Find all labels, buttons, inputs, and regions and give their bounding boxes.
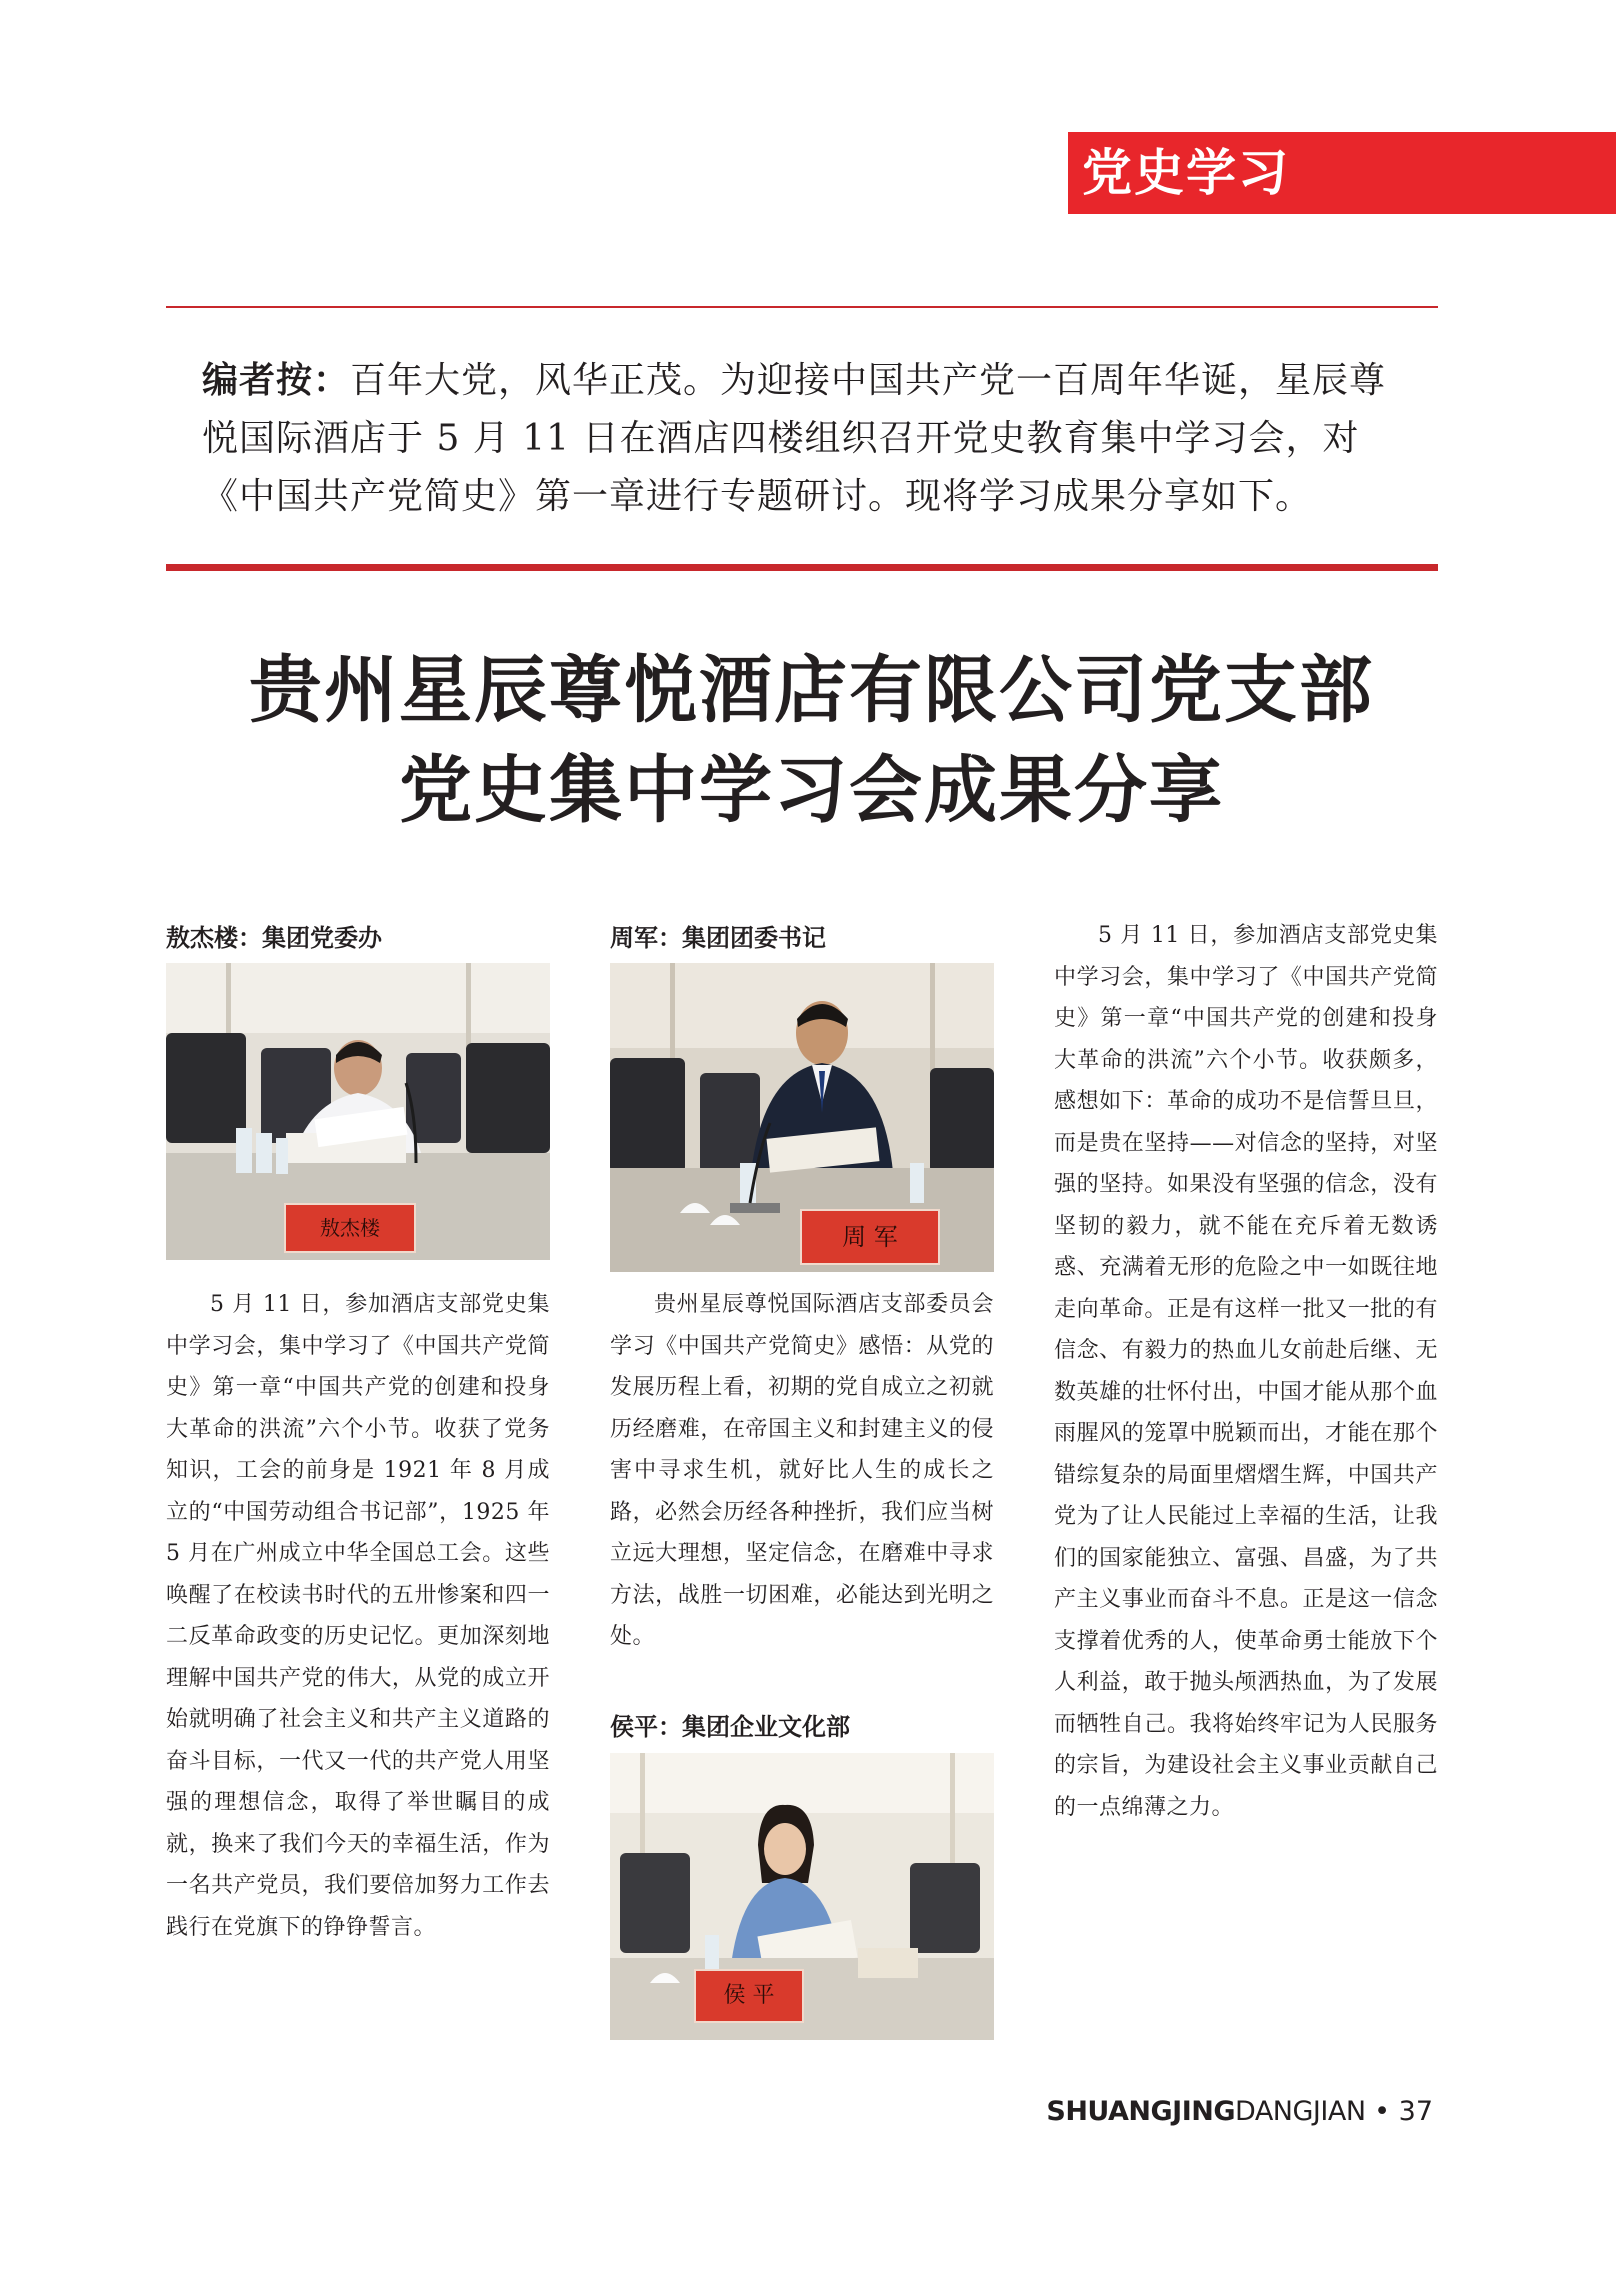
footer-brand-bold: SHUANGJING [1046, 2096, 1236, 2127]
article-title-line2: 党史集中学习会成果分享 [399, 747, 1224, 833]
page-number: 37 [1398, 2096, 1433, 2127]
right-column-body [1054, 915, 1438, 1828]
top-divider [166, 306, 1438, 308]
middle-column-body [610, 1284, 994, 1658]
middle-column-heading-bottom: 侯平：集团企业文化部 [610, 1713, 850, 1741]
photo-zhou-jun [610, 963, 994, 1272]
footer-separator: • [1374, 2096, 1391, 2127]
left-column-body [166, 1284, 550, 1948]
editor-note [202, 352, 1418, 526]
footer-brand-light: DANGJIAN [1235, 2096, 1366, 2127]
middle-column-heading-top: 周军：集团团委书记 [610, 924, 826, 952]
middle-column-paragraph: 贵州星辰尊悦国际酒店支部委员会学习《中国共产党简史》感悟：从党的发展历程上看，初期的党自成立之初就历经磨难，在帝国主义和封建主义的侵害中寻求生机，就好比人生的成长之路，必然会历经各种挫折，我们应当树立远大理想，坚定信念，在磨难中寻求方法，战胜一切困难，必能达到光明之处。 [610, 1292, 994, 1649]
editor-note-label: 编者按： [202, 360, 351, 401]
photo-hou-ping [610, 1753, 994, 2040]
nameplate-hou-ping: 侯 平 [694, 1969, 804, 2023]
left-column-paragraph: 5 月 11 日，参加酒店支部党史集中学习会，集中学习了《中国共产党简史》第一章“中国共产党的创建和投身大革命的洪流”六个小节。收获了党务知识，工会的前身是 1921 年 8 月成立的“中国劳动组合书记部”，1925 年 5 月在广州成立中华全国总工会。这些唤醒了在校读书时代的五卅惨案和四一二反革命政变的历史记忆。更加深刻地理解中国共产党的伟大，从党的成立开始就明确了社会主义和共产主义道路的奋斗目标，一代又一代的共产党人用坚强的理想信念，取得了举世瞩目的成就，换来了我们今天的幸福生活，作为一名共产党员，我们要倍加努力工作去践行在党旗下的铮铮誓言。 [166, 1292, 550, 1940]
article-title [0, 640, 1623, 840]
title-divider [166, 564, 1438, 571]
right-column-paragraph: 5 月 11 日，参加酒店支部党史集中学习会，集中学习了《中国共产党简史》第一章“中国共产党的创建和投身大革命的洪流”六个小节。收获颇多，感想如下：革命的成功不是信誓旦旦，而是贵在坚持——对信念的坚持，对坚强的坚持。如果没有坚强的信念，没有坚韧的毅力，就不能在充斥着无数诱惑、充满着无形的危险之中一如既往地走向革命。正是有这样一批又一批的有信念、有毅力的热血儿女前赴后继、无数英雄的壮怀付出，中国才能从那个血雨腥风的笼罩中脱颖而出，才能在那个错综复杂的局面里熠熠生辉，中国共产党为了让人民能过上幸福的生活，让我们的国家能独立、富强、昌盛，为了共产主义事业而奋斗不息。正是这一信念支撑着优秀的人，使革命勇士能放下个人利益，敢于抛头颅洒热血，为了发展而牺牲自己。我将始终牢记为人民服务的宗旨，为建设社会主义事业贡献自己的一点绵薄之力。 [1054, 923, 1438, 1820]
left-column-heading: 敖杰楼：集团党委办 [166, 924, 382, 952]
nameplate-ao-jielou: 敖杰楼 [284, 1203, 416, 1253]
section-tag: 党史学习 [1068, 132, 1616, 214]
editor-note-text: 百年大党，风华正茂。为迎接中国共产党一百周年华诞，星辰尊悦国际酒店于 5 月 11 日在酒店四楼组织召开党史教育集中学习会，对《中国共产党简史》第一章进行专题研讨。现将学习成果分享如下。 [202, 360, 1387, 517]
photo-ao-jielou [166, 963, 550, 1260]
article-title-line1: 贵州星辰尊悦酒店有限公司党支部 [249, 647, 1374, 733]
nameplate-zhou-jun: 周 军 [800, 1209, 940, 1265]
page-footer [1046, 2096, 1433, 2127]
